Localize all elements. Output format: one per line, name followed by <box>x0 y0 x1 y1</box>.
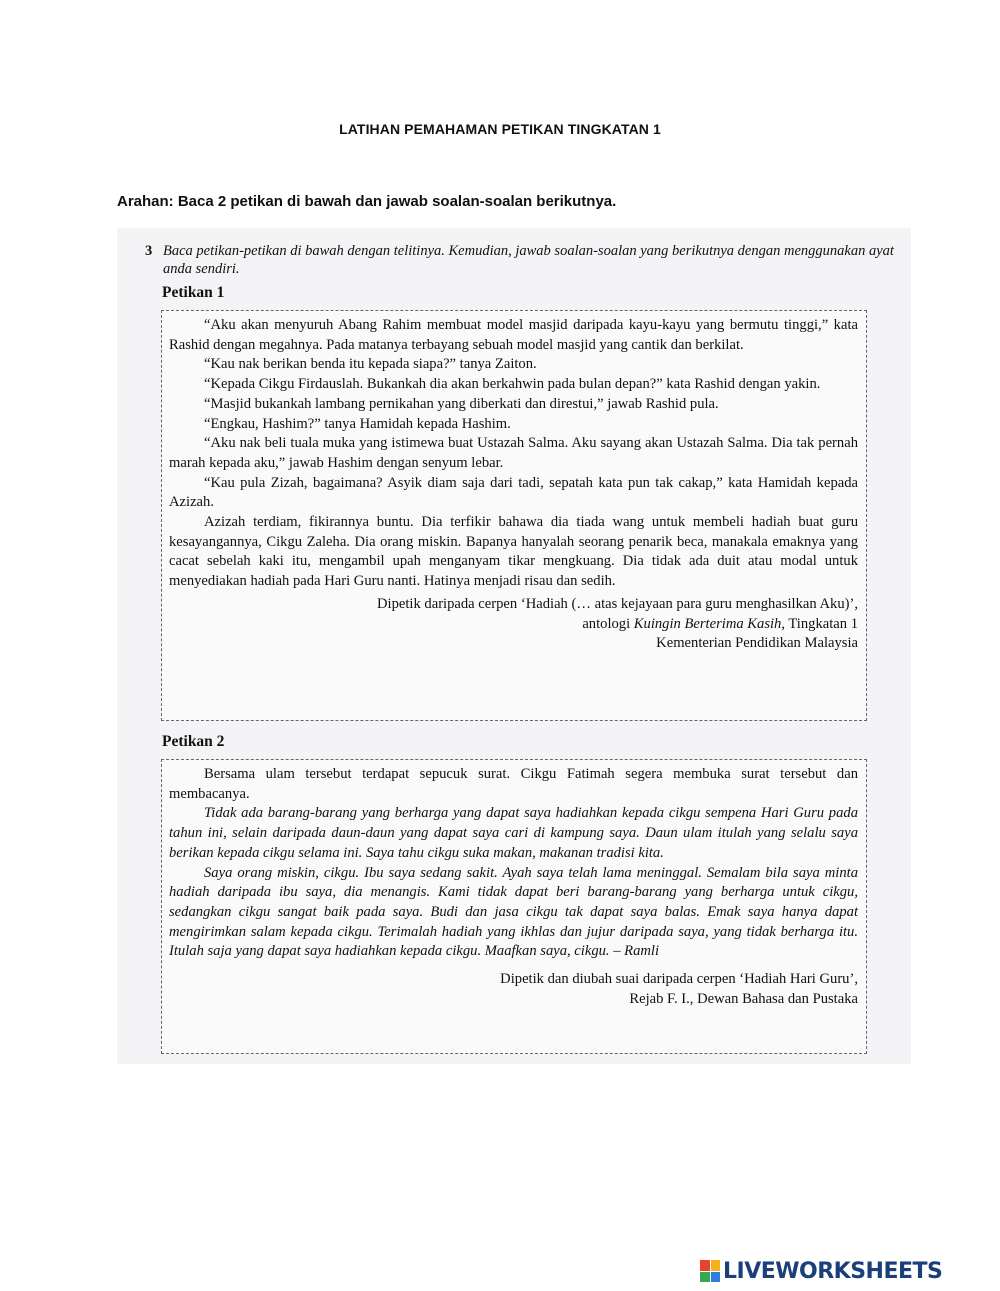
liveworksheets-logo-text: LIVEWORKSHEETS <box>723 1258 943 1284</box>
petikan1-paragraph: “Kau pula Zizah, bagaimana? Asyik diam saja dari tadi, sepatah kata pun tak cakap,” kata Hamidah kepada Azizah. <box>169 474 858 511</box>
petikan1-paragraph: Azizah terdiam, fikirannya buntu. Dia terfikir bahawa dia tiada wang untuk membeli hadiah buat guru kesayangannya, Cikgu Zaleha. Dia orang miskin. Bapanya hanyalah seorang penarik beca, manakala emaknya yang cacat sebelah kaki itu, mengambil upah menganyam tikar mengkuang. Dia tidak ada duit atau modal untuk menyediakan hadiah pada Hari Guru nanti. Hatinya menjadi risau dan sedih. <box>169 514 858 590</box>
liveworksheets-logo-icon <box>700 1260 720 1282</box>
liveworksheets-logo <box>700 1258 942 1284</box>
question-text: Baca petikan-petikan di bawah dengan telitinya. Kemudian, jawab soalan-soalan yang berikutnya dengan menggunakan ayat anda sendiri. <box>163 243 894 277</box>
petikan2-letter-paragraph: Tidak ada barang-barang yang berharga yang dapat saya hadiahkan kepada cikgu sempena Hari Guru pada tahun ini, selain daripada daun-daun yang dapat saya cari di kampung saya. Daun ulam itulah yang selalu saya berikan kepada cikgu selama ini. Saya tahu cikgu suka makan, makanan tradisi kita. <box>169 805 858 861</box>
petikan2-letter-paragraph: Saya orang miskin, cikgu. Ibu saya sedang sakit. Ayah saya telah lama meninggal. Semalam bila saya minta hadiah daripada ibu saya, dia menangis. Kami tidak dapat beri barang-barang yang berharga untuk cikgu, sedangkan cikgu sangat baik pada saya. Budi dan jasa cikgu tak dapat saya balas. Emak saya hanya dapat mengirimkan salam kepada cikgu. Terimalah hadiah yang ikhlas dan jujur daripada saya, yang tidak berharga itu. Itulah saja yang dapat saya hadiahkan kepada cikgu. Maafkan saya, cikgu. – Ramli <box>169 864 858 960</box>
petikan1-source <box>169 595 858 654</box>
petikan1-paragraph: “Masjid bukankah lambang pernikahan yang diberkati dan direstui,” jawab Rashid pula. <box>204 395 719 412</box>
page-title: LATIHAN PEMAHAMAN PETIKAN TINGKATAN 1 <box>339 121 661 137</box>
petikan1-paragraph: “Aku akan menyuruh Abang Rahim membuat model masjid daripada kayu-kayu yang bermutu tinggi,” kata Rashid dengan megahnya. Pada matanya terbayang sebuah model masjid yang cantik dan berkilat. <box>169 317 858 353</box>
petikan2-source-line1: Dipetik dan diubah suai daripada cerpen ‘Hadiah Hari Guru’, <box>500 971 858 988</box>
petikan1-box <box>161 310 867 721</box>
petikan1-paragraph: “Engkau, Hashim?” tanya Hamidah kepada Hashim. <box>204 415 511 432</box>
source-prefix: antologi <box>582 615 634 632</box>
question-number: 3 <box>145 243 153 259</box>
petikan1-paragraph: “Aku nak beli tuala muka yang istimewa buat Ustazah Salma. Aku sayang akan Ustazah Salma. Dia tak pernah marah kepada aku,” jawab Hashim dengan senyum lebar. <box>169 435 858 471</box>
source-suffix: , Tingkatan 1 <box>781 615 858 632</box>
petikan1-paragraph: “Kau nak berikan benda itu kepada siapa?” tanya Zaiton. <box>204 356 537 373</box>
petikan1-source-line2 <box>169 615 858 635</box>
anthology-title: Kuingin Berterima Kasih <box>633 615 782 632</box>
question-header <box>145 242 895 278</box>
petikan2-heading: Petikan 2 <box>162 733 225 750</box>
petikan2-source-line2: Rejab F. I., Dewan Bahasa dan Pustaka <box>629 990 858 1007</box>
petikan1-source-line1: Dipetik daripada cerpen ‘Hadiah (… atas kejayaan para guru menghasilkan Aku)’, <box>377 595 858 612</box>
instruction-text: Arahan: Baca 2 petikan di bawah dan jawab soalan-soalan berikutnya. <box>117 193 617 210</box>
petikan1-paragraph: “Kepada Cikgu Firdauslah. Bukankah dia akan berkahwin pada bulan depan?” kata Rashid dengan yakin. <box>204 376 821 393</box>
petikan2-box <box>161 759 867 1054</box>
scanned-passage-page <box>117 228 911 1064</box>
petikan2-source <box>169 970 858 1009</box>
petikan1-heading: Petikan 1 <box>162 284 225 301</box>
petikan2-paragraph: Bersama ulam tersebut terdapat sepucuk surat. Cikgu Fatimah segera membuka surat tersebut dan membacanya. <box>169 766 858 802</box>
petikan1-source-line3: Kementerian Pendidikan Malaysia <box>656 635 858 652</box>
